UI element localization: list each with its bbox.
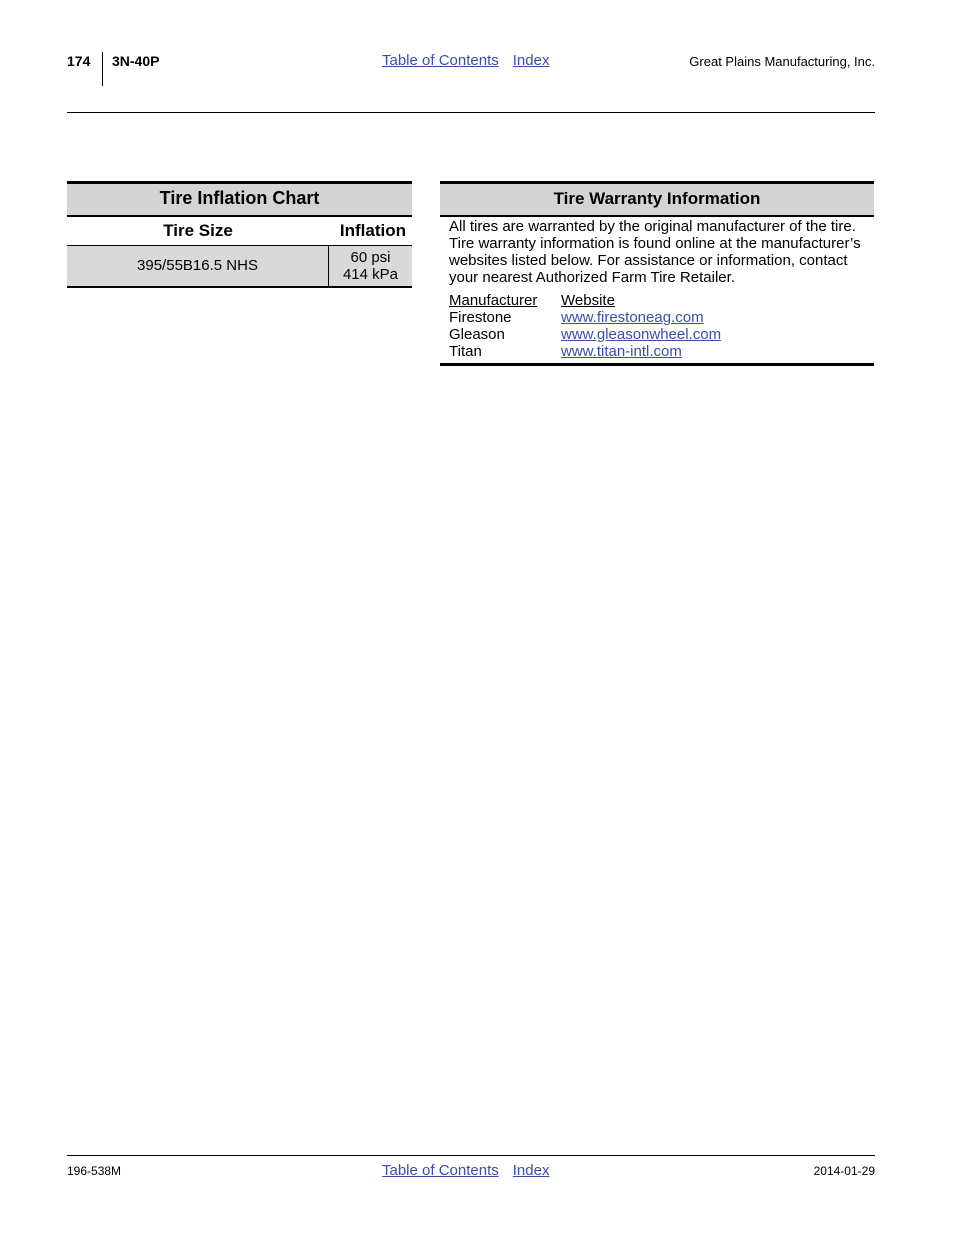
index-link[interactable]: Index — [512, 1162, 550, 1179]
tire-warranty-box — [440, 181, 874, 366]
document-number: 196-538M — [67, 1164, 122, 1178]
titan-website-link[interactable]: www.titan-intl.com — [561, 343, 682, 360]
index-link[interactable]: Index — [512, 52, 550, 69]
inflation-header: Inflation — [339, 221, 406, 240]
inflation-kpa: 414 kPa — [342, 266, 399, 283]
manufacturer-name: Titan — [449, 343, 482, 360]
inflation-chart-title: Tire Inflation Chart — [67, 184, 412, 217]
firestone-website-link[interactable]: www.firestoneag.com — [561, 309, 704, 326]
warranty-title: Tire Warranty Information — [440, 184, 874, 217]
table-row — [67, 246, 412, 286]
model-name: 3N-40P — [112, 53, 160, 69]
gleason-website-link[interactable]: www.gleasonwheel.com — [561, 326, 722, 343]
tire-inflation-chart — [67, 181, 412, 288]
header-nav — [382, 52, 549, 69]
footer-nav — [382, 1162, 549, 1179]
page-number: 174 — [67, 53, 91, 69]
manufacturer-list — [449, 292, 868, 360]
tire-size-cell: 395/55B16.5 NHS — [67, 246, 329, 286]
list-item — [449, 326, 868, 343]
tire-size-header: Tire Size — [163, 221, 233, 240]
header-divider — [102, 52, 103, 86]
inflation-psi: 60 psi — [350, 249, 391, 266]
list-item — [449, 343, 868, 360]
publication-date: 2014-01-29 — [813, 1164, 875, 1178]
website-header: Website — [561, 292, 615, 309]
company-name: Great Plains Manufacturing, Inc. — [689, 54, 875, 69]
footer-rule — [67, 1155, 875, 1156]
inflation-cell — [329, 246, 412, 286]
warranty-text: All tires are warranted by the original manufacturer of the tire. Tire warranty information is found online at the manufacturer’s websites listed below. For assistance or information, contact your nearest Authorized Farm Tire Retailer. — [449, 218, 861, 286]
manufacturer-header: Manufacturer — [449, 292, 538, 309]
inflation-chart-header — [67, 217, 412, 246]
table-of-contents-link[interactable]: Table of Contents — [382, 1162, 499, 1179]
header-rule — [67, 112, 875, 113]
manufacturer-list-header — [449, 292, 868, 309]
list-item — [449, 309, 868, 326]
manufacturer-name: Firestone — [449, 309, 512, 326]
table-of-contents-link[interactable]: Table of Contents — [382, 52, 499, 69]
warranty-body — [440, 217, 874, 363]
manufacturer-name: Gleason — [449, 326, 505, 343]
